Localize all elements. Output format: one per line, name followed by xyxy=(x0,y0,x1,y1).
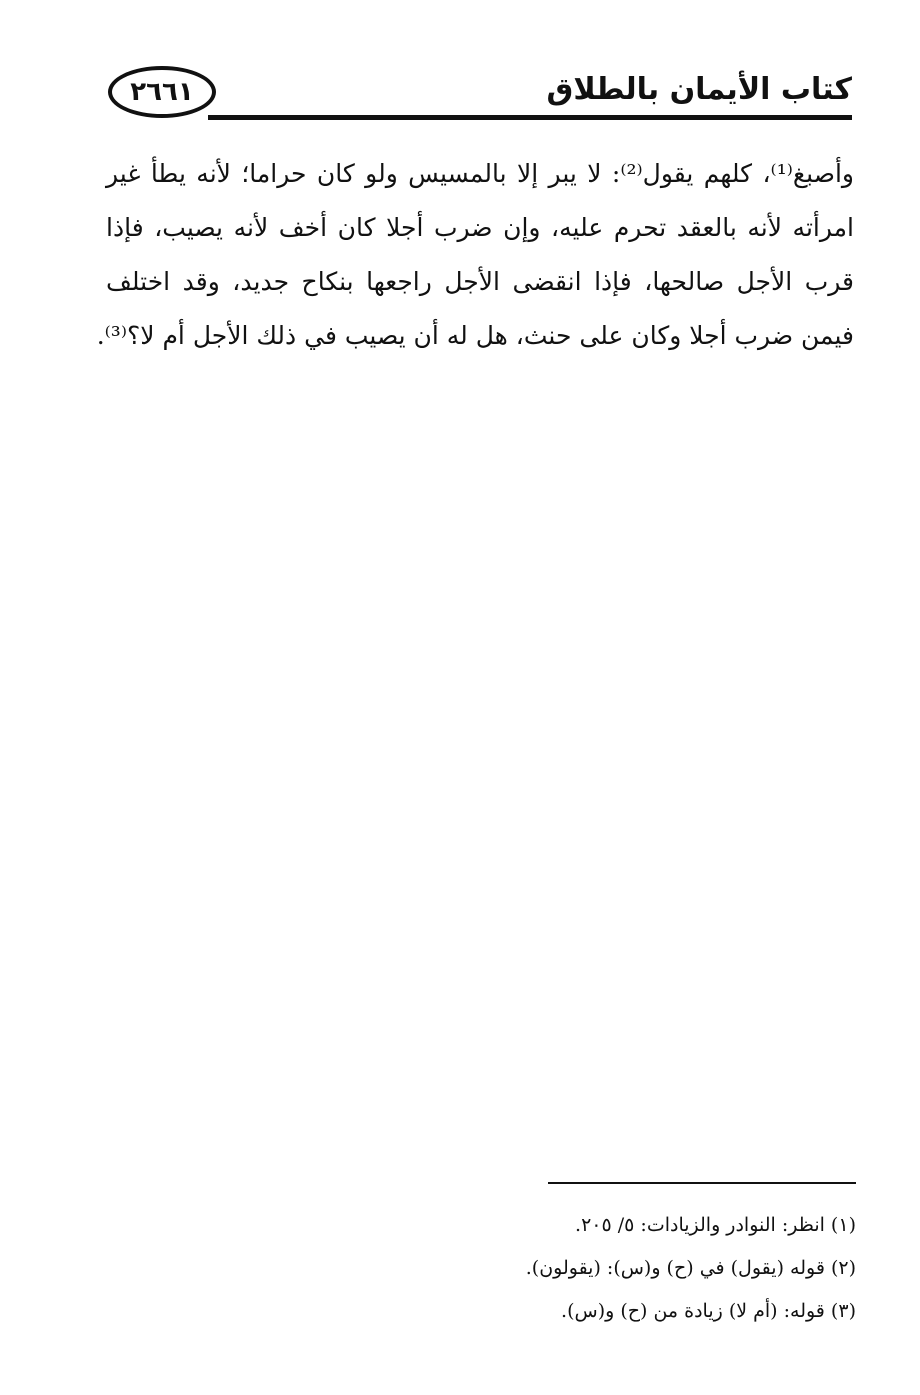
header-rule xyxy=(208,115,852,120)
footnotes xyxy=(436,1205,856,1334)
footnote-1: (١) انظر: النوادر والزيادات: ٥/ ٢٠٥. xyxy=(575,1214,856,1236)
footnote-2: (٢) قوله (يقول) في (ح) و(س): (يقولون). xyxy=(525,1257,856,1279)
page-number: ٢٦٦١ xyxy=(130,77,194,107)
footnote-3: (٣) قوله: (أم لا) زيادة من (ح) و(س). xyxy=(561,1300,856,1322)
body-text xyxy=(96,150,854,366)
footnote-separator xyxy=(548,1182,856,1184)
body-line-3: قرب الأجل صالحها، فإذا انقضى الأجل راجعها بنكاح جديد، وقد اختلف xyxy=(106,267,854,296)
body-line-2: امرأته لأنه بالعقد تحرم عليه، وإن ضرب أجلا كان أخف لأنه يصيب، فإذا xyxy=(106,213,854,242)
page-header xyxy=(108,66,852,126)
body-line-1: وأصبغ⁽¹⁾، كلهم يقول⁽²⁾: لا يبر إلا بالمسيس ولو كان حراما؛ لأنه يطأ غير xyxy=(106,159,854,188)
body-line-4: فيمن ضرب أجلا وكان على حنث، هل له أن يصيب في ذلك الأجل أم لا؟⁽³⁾. xyxy=(96,321,854,350)
page-number-badge xyxy=(108,66,216,118)
book-title: كتاب الأيمان بالطلاق xyxy=(546,72,852,107)
